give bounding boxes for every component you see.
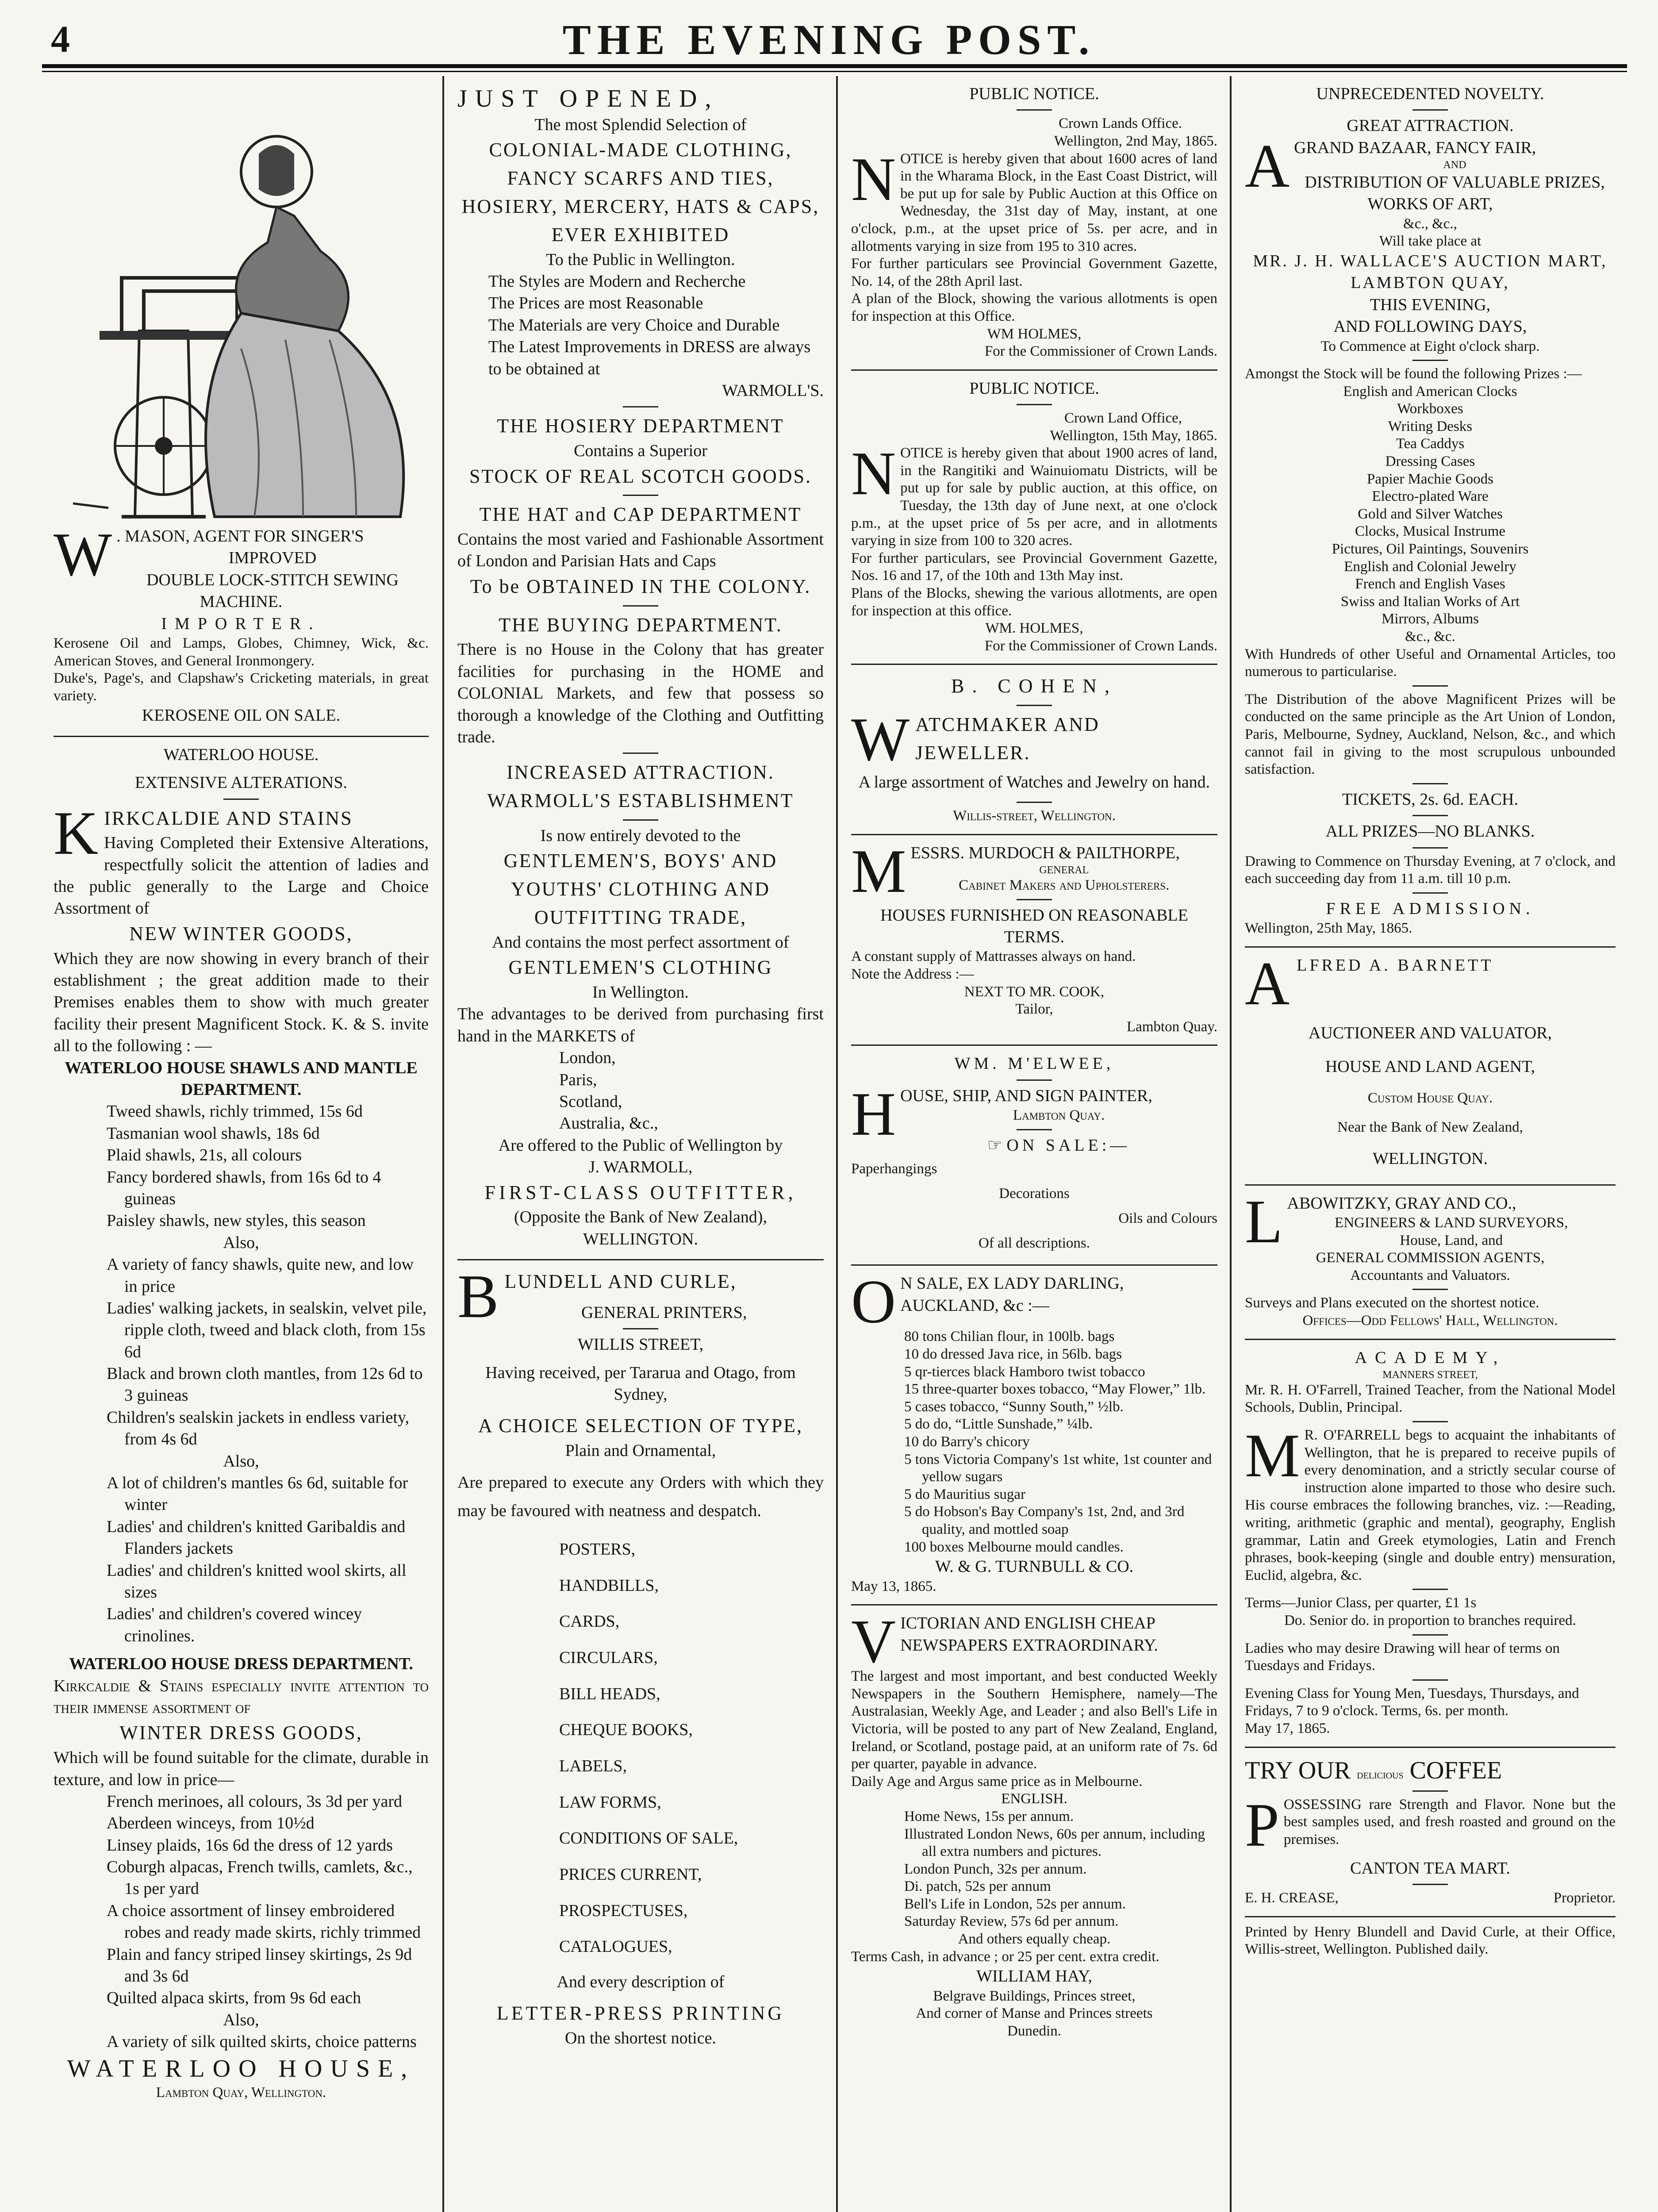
drop-cap: W (851, 705, 911, 774)
list-item: CARDS, (559, 1612, 620, 1631)
drop-cap: B (457, 1262, 500, 1331)
advert-heading: WATERLOO HOUSE. (163, 745, 319, 764)
list-item: Tweed shawls, richly trimmed, 15s 6d (107, 1102, 363, 1121)
list-item: Linsey plaids, 16s 6d the dress of 12 yards (107, 1836, 393, 1855)
list-item: Fancy bordered shawls, from 16s 6d to 4 guineas (107, 1167, 381, 1208)
singer-advert: W . MASON, AGENT FOR SINGER'S IMPROVED DOUBLE LOCK-STITCH SEWING MACHINE. IMPORTER. Kerosene Oil and Lamps, Globes, Chimney, Wick, &c. American Stoves, and General Ironmongery. Duke's, Page's, and Clapshaw's Cricketing materials, in great variety. KEROSENE OIL ON SALE. (54, 76, 429, 737)
column-divider (836, 76, 838, 2212)
list-item: HANDBILLS, (559, 1576, 659, 1595)
list-item: PROSPECTUSES, (559, 1901, 688, 1920)
list-item: CHEQUE BOOKS, (559, 1720, 693, 1740)
drop-cap: A (1245, 131, 1290, 200)
drop-cap: W (54, 520, 112, 589)
list-item: 5 cases tobacco, “Sunny South,” ½lb. (904, 1398, 1124, 1415)
list-item: 10 do Barry's chicory (904, 1434, 1030, 1450)
list-item: Saturday Review, 57s 6d per annum. (904, 1913, 1119, 1930)
list-item: Paperhangings (851, 1161, 937, 1177)
list-item: Also, (223, 1233, 259, 1252)
list-item: LAW FORMS, (559, 1793, 661, 1812)
column-divider (1230, 76, 1232, 2212)
list-item: Swiss and Italian Works of Art (1340, 593, 1520, 610)
masthead (0, 0, 1658, 66)
masthead-rule-thin (42, 71, 1627, 72)
warmoll-advert: JUST OPENED, The most Splendid Selection of COLONIAL-MADE CLOTHING, FANCY SCARFS AND TIES, HOSIERY, MERCERY, HATS & CAPS, EVER EXHIBITED To the Public in Wellington. The Styles are Modern and Recherche The Prices are most Reasonable The Materials are very Choice and Durable The Latest Improvements in DRESS are always to be obtained at WARMOLL'S. THE HOSIERY DEPARTMENT Contains a Superior STOCK OF REAL SCOTCH GOODS. THE HAT and CAP DEPARTMENT Contains the most varied and Fashionable Assortment of London and Parisian Hats and Caps To be OBTAINED IN THE COLONY. THE BUYING DEPARTMENT. There is no House in the Colony that has greater facilities for purchasing in the HOME and COLONIAL Markets, and few that possess so thorough a knowledge of the Clothing and Outfitting trade. INCREASED ATTRACTION. WARMOLL'S ESTABLISHMENT Is now entirely devoted to the GENTLEMEN'S, BOYS' AND YOUTHS' CLOTHING AND OUTFITTING TRADE, And contains the most perfect assortment of GENTLEMEN'S CLOTHING In Wellington. The advantages to be derived from purchasing first hand in the MARKETS of London, Paris, Scotland, Australia, &c., Are offered to the Public of Wellington by J. WARMOLL, FIRST-CLASS OUTFITTER, (Opposite the Bank of New Zealand), WELLINGTON. (457, 76, 824, 1260)
drop-cap: O (851, 1267, 896, 1336)
list-item: 100 boxes Melbourne mould candles. (904, 1539, 1124, 1555)
list-item: Plaid shawls, 21s, all colours (107, 1146, 302, 1165)
newspaper-title: THE EVENING POST. (562, 16, 1096, 63)
list-item: Black and brown cloth mantles, from 12s 6d to 3 guineas (107, 1364, 423, 1405)
list-item: 5 do Hobson's Bay Company's 1st, 2nd, and 3rd quality, and mottled soap (904, 1504, 1185, 1537)
list-item: Tasmanian wool shawls, 18s 6d (107, 1124, 320, 1143)
list-item: Ladies' and children's knitted Garibaldis and Flanders jackets (107, 1517, 406, 1558)
list-item: Workboxes (1397, 401, 1463, 417)
list-item: Quilted alpaca skirts, from 9s 6d each (107, 1989, 361, 2008)
list-item: A variety of fancy shawls, quite new, and low in price (107, 1255, 414, 1296)
list-item: Ladies' and children's covered wincey crinolines. (107, 1605, 362, 1645)
cargo-list (851, 1328, 1217, 1556)
drop-cap: L (1245, 1187, 1283, 1256)
list-item: Bell's Life in London, 52s per annum. (904, 1896, 1126, 1912)
list-item: Oils and Colours (1118, 1210, 1217, 1227)
list-item: 15 three-quarter boxes tobacco, “May Flower,” 1lb. (904, 1381, 1206, 1398)
list-item: Clocks, Musical Instrume (1355, 523, 1506, 540)
list-item: CONDITIONS OF SALE, (559, 1829, 738, 1848)
list-item: French and English Vases (1355, 576, 1505, 592)
list-item: Dressing Cases (1385, 453, 1475, 470)
list-item: London Punch, 32s per annum. (904, 1861, 1087, 1877)
public-notice-2: PUBLIC NOTICE. Crown Land Office, Wellington, 15th May, 1865. NOTICE is hereby given that about 1900 acres of land, in the Rangitiki and Wainuiomatu Districts, will be put up for sale by public auction, at this office, on Tuesday, the 13th day of June next, at one o'clock p.m., at the upset price of 5s per acre, and in allotments varying in size from 100 to 320 acres. For further particulars, see Provincial Government Gazette, Nos. 16 and 17, of the 10th and 13th May inst. Plans of the Blocks, shewing the various allotments, are open for inspection at this office. WM. HOLMES, For the Commissioner of Crown Lands. (851, 371, 1217, 665)
list-item: Aberdeen winceys, from 10½d (107, 1814, 315, 1833)
list-item: 5 do do, “Little Sunshade,” ¼lb. (904, 1416, 1093, 1432)
list-item: Papier Machie Goods (1367, 471, 1493, 487)
list-item: Paris, (559, 1070, 597, 1089)
list-item: London, (559, 1048, 616, 1068)
column-4 (1233, 76, 1627, 2212)
advert-heading: ACADEMY, (1355, 1348, 1506, 1367)
printing-services-list (457, 1525, 824, 1971)
list-item: Scotland, (559, 1092, 622, 1111)
list-item: PRICES CURRENT, (559, 1865, 702, 1884)
list-item: &c., &c. (1405, 629, 1455, 645)
newspaper-list (851, 1808, 1217, 1948)
drop-cap: N (851, 145, 896, 214)
drop-cap: K (54, 799, 100, 868)
list-item: Also, (223, 2010, 259, 2029)
drop-cap: M (851, 837, 906, 906)
list-item: A choice assortment of linsey embroidered robes and ready made skirts, richly trimmed (107, 1901, 421, 1942)
list-item: Of all descriptions. (978, 1235, 1090, 1252)
column-1 (42, 76, 440, 2212)
barnett-advert: ALFRED A. BARNETT AUCTIONEER AND VALUATOR, HOUSE AND LAND AGENT, Custom House Quay. Near the Bank of New Zealand, WELLINGTON. (1245, 948, 1616, 1186)
list-item: 5 qr-tierces black Hamboro twist tobacco (904, 1363, 1145, 1380)
drop-cap: H (851, 1079, 896, 1148)
list-item: Mirrors, Albums (1381, 611, 1479, 627)
list-item: 10 do dressed Java rice, in 56lb. bags (904, 1346, 1122, 1363)
list-item: 5 tons Victoria Company's 1st white, 1st counter and yellow sugars (904, 1451, 1212, 1485)
list-item: Ladies' and children's knitted wool skirts, all sizes (107, 1561, 407, 1601)
list-item: CIRCULARS, (559, 1648, 658, 1667)
list-item: And others equally cheap. (958, 1931, 1111, 1947)
academy-advert: ACADEMY, MANNERS STREET, Mr. R. H. O'Farrell, Trained Teacher, from the National Model Schools, Dublin, Principal. M R. O'FARRELL begs to acquaint the inhabitants of Wellington, that he is prepared to receive pupils of every denomination, and a strictly secular course of instruction alone imparted to those who desire such. His course embraces the following branches, viz. :—Reading, writing, arithmetic (graphic and mental), geography, English grammar, Latin and Greek etymologies, Latin and French phrases, book-keeping (single and double entry) mensuration, Euclid, algebra, &c. Terms—Junior Class, per quarter, £1 1s Do. Senior do. in proportion to branches required. Ladies who may desire Drawing will hear of terms on Tuesdays and Fridays. Evening Class for Young Men, Tuesdays, Thursdays, and Fridays, 7 to 9 o'clock. Terms, 6s. per month. May 17, 1865. (1245, 1340, 1616, 1748)
list-item: BILL HEADS, (559, 1684, 660, 1703)
murdoch-pailthorpe-advert: MESSRS. MURDOCH & PAILTHORPE, GENERAL Cabinet Makers and Upholsterers. HOUSES FURNISHED ON REASONABLE TERMS. A constant supply of Mattrasses always on hand. Note the Address :— NEXT TO MR. COOK, Tailor, Lambton Quay. (851, 835, 1217, 1046)
drop-cap: V (851, 1607, 896, 1676)
advert-heading: PUBLIC NOTICE. (969, 379, 1099, 398)
column-divider (442, 76, 444, 2212)
page-number: 4 (51, 18, 70, 60)
list-item: Tea Caddys (1396, 436, 1465, 452)
list-item: CATALOGUES, (559, 1937, 672, 1956)
william-hay-advert: VICTORIAN AND ENGLISH CHEAP NEWSPAPERS EXTRAORDINARY. The largest and most important, and best conducted Weekly Newspapers in the Southern Hemisphere, namely—The Australasian, Weekly Age, and Leader ; and also Bell's Life in Victoria, will be posted to any part of New Zealand, England, Ireland, or Scotland, postage paid, at an uniform rate of 7s. 6d per quarter, payable in advance. Daily Age and Argus same price as in Melbourne. ENGLISH. Home News, 15s per annum. Illustrated London News, 60s per annum, including all extra numbers and pictures. London Punch, 32s per annum. Di. patch, 52s per annum Bell's Life in London, 52s per annum. Saturday Review, 57s 6d per annum. And others equally cheap. Terms Cash, in advance ; or 25 per cent. extra credit. WILLIAM HAY, Belgrave Buildings, Princes street, And corner of Manse and Princes streets Dunedin. (851, 1607, 1217, 2039)
list-item: Children's sealskin jackets in endless variety, from 4s 6d (107, 1408, 409, 1449)
prizes-list (1245, 383, 1616, 646)
list-item: English and American Clocks (1343, 383, 1517, 399)
turnbull-advert: O N SALE, EX LADY DARLING, AUCKLAND, &c :— 80 tons Chilian flour, in 100lb. bags 10 do dressed Java rice, in 56lb. bags 5 qr-tierces black Hamboro twist tobacco 15 three-quarter boxes tobacco, “May Flower,” 1lb. 5 cases tobacco, “Sunny South,” ½lb. 5 do do, “Little Sunshade,” ¼lb. 10 do Barry's chicory 5 tons Victoria Company's 1st white, 1st counter and yellow sugars 5 do Mauritius sugar 5 do Hobson's Bay Company's 1st, 2nd, and 3rd quality, and mottled soap 100 boxes Melbourne mould candles. W. & G. TURNBULL & CO. May 13, 1865. (851, 1266, 1217, 1605)
advert-heading: WM. M'ELWEE, (954, 1054, 1114, 1073)
mcelwee-advert: WM. M'ELWEE, HOUSE, SHIP, AND SIGN PAINTER, Lambton Quay. ☞ ON SALE:— Paperhangings Decorations Oils and Colours Of all descriptions. (851, 1046, 1217, 1266)
list-item: A lot of children's mantles 6s 6d, suitable for winter (107, 1474, 408, 1514)
advert-heading: UNPRECEDENTED NOVELTY. (1316, 84, 1544, 103)
canton-tea-mart-advert: TRY OUR delicious COFFEE POSSESSING rare Strength and Flavor. None but the best samples used, and fresh roasted and ground on the premises. CANTON TEA MART. E. H. CREASE, Proprietor. (1245, 1748, 1616, 1917)
public-notice-1: PUBLIC NOTICE. Crown Lands Office. Wellington, 2nd May, 1865. NOTICE is hereby given that about 1600 acres of land in the Wharama Block, in the East Coast District, will be put up for sale by Public Auction at this Office on Wednesday, the 31st day of May, instant, at one o'clock, p.m., at the upset price of 5s. per acre, and in allotments varying in size from 195 to 310 acres. For further particulars see Provincial Government Gazette, No. 14, of the 28th April last. A plan of the Block, showing the various allotments is open for inspection at this Office. WM HOLMES, For the Commissioner of Crown Lands. (851, 76, 1217, 371)
list-item: Writing Desks (1388, 418, 1473, 434)
list-item: POSTERS, (559, 1540, 636, 1559)
list-item: LABELS, (559, 1756, 627, 1775)
list-item: Coburgh alpacas, French twills, camlets, &c., 1s per yard (107, 1858, 413, 1898)
cohen-advert: B. COHEN, WATCHMAKER AND JEWELLER. A large assortment of Watches and Jewelry on hand. Willis-street, Wellington. (851, 665, 1217, 835)
advert-heading: PUBLIC NOTICE. (969, 84, 1099, 103)
blundell-curle-advert: BLUNDELL AND CURLE, GENERAL PRINTERS, WILLIS STREET, Having received, per Tararua and Otago, from Sydney, A CHOICE SELECTION OF TYPE, Plain and Ornamental, Are prepared to execute any Orders with which they may be favoured with neatness and despatch. POSTERS, HANDBILLS, CARDS, CIRCULARS, BILL HEADS, CHEQUE BOOKS, LABELS, LAW FORMS, CONDITIONS OF SALE, PRICES CURRENT, PROSPECTUSES, CATALOGUES, And every description of LETTER-PRESS PRINTING On the shortest notice. (457, 1262, 824, 2048)
list-item: Electro-plated Ware (1372, 488, 1489, 505)
drop-cap: P (1245, 1790, 1279, 1859)
list-item: Australia, &c., (559, 1114, 658, 1133)
dress-list (54, 1791, 429, 2053)
list-item: 80 tons Chilian flour, in 100lb. bags (904, 1329, 1115, 1345)
pointing-hand-icon: ☞ (987, 1136, 1002, 1155)
list-item: Plain and fancy striped linsey skirtings, 2s 9d and 3s 6d (107, 1945, 412, 1986)
drop-cap: A (1245, 949, 1293, 1018)
labowitzky-advert: LABOWITZKY, GRAY AND CO., ENGINEERS & LAND SURVEYORS, House, Land, and GENERAL COMMISSION AGENTS, Accountants and Valuators. Surveys and Plans executed on the shortest notice. Offices—Odd Fellows' Hall, Wellington. (1245, 1186, 1616, 1340)
list-item: Pictures, Oil Paintings, Souvenirs (1332, 541, 1529, 557)
divider (223, 799, 259, 800)
list-item: Decorations (999, 1186, 1070, 1202)
advert-heading: B. COHEN, (951, 675, 1117, 697)
drop-cap: M (1245, 1421, 1300, 1490)
list-item: A variety of silk quilted skirts, choice patterns (107, 2032, 417, 2051)
column-2 (446, 76, 835, 2212)
list-item: French merinoes, all colours, 3s 3d per yard (107, 1792, 402, 1811)
list-item: 5 do Mauritius sugar (904, 1486, 1026, 1502)
shawl-list (54, 1101, 429, 1647)
list-item: Illustrated London News, 60s per annum, including all extra numbers and pictures. (904, 1826, 1205, 1860)
printer-imprint: Printed by Henry Blundell and David Curle, at their Office, Willis-street, Wellington. Published daily. (1245, 1924, 1616, 1958)
grand-bazaar-advert: UNPRECEDENTED NOVELTY. GREAT ATTRACTION. AGRAND BAZAAR, FANCY FAIR, AND DISTRIBUTION OF VALUABLE PRIZES, WORKS OF ART, &c., &c., Will take place at MR. J. H. WALLACE'S AUCTION MART, LAMBTON QUAY, THIS EVENING, AND FOLLOWING DAYS, To Commence at Eight o'clock sharp. Amongst the Stock will be found the following Prizes :— English and American Clocks Workboxes Writing Desks Tea Caddys Dressing Cases Papier Machie Goods Electro-plated Ware Gold and Silver Watches Clocks, Musical Instrume Pictures, Oil Paintings, Souvenirs English and Colonial Jewelry French and English Vases Swiss and Italian Works of Art Mirrors, Albums &c., &c. With Hundreds of other Useful and Ornamental Articles, too numerous to particularise. The Distribution of the above Magnificent Prizes will be conducted on the same principle as the Art Union of London, Paris, Melbourne, Sydney, Auckland, Nelson, &c., and which cannot fail in giving to the most scrupulous unbounded satisfaction. TICKETS, 2s. 6d. EACH. ALL PRIZES—NO BLANKS. Drawing to Commence on Thursday Evening, at 7 o'clock, and each succeeding day from 11 a.m. till 10 p.m. FREE ADMISSION. Wellington, 25th May, 1865. (1245, 76, 1616, 948)
singer-heading: W . MASON, AGENT FOR SINGER'S (54, 520, 364, 589)
sewing-machine-illustration (55, 83, 427, 526)
advert-heading: JUST OPENED, (457, 85, 719, 112)
list-item: Gold and Silver Watches (1358, 506, 1503, 522)
markets-list (457, 1047, 824, 1135)
waterloo-house-advert: WATERLOO HOUSE. EXTENSIVE ALTERATIONS. KIRKCALDIE AND STAINS Having Completed their Extensive Alterations, respectfully solicit the attention of ladies and the public generally to the Large and Choice Assortment of NEW WINTER GOODS, Which they are now showing in every branch of their establishment ; the great addition made to their Premises enables them to show with much greater facility their present Magnificent Stock. K. & S. invite all to the following : — WATERLOO HOUSE SHAWLS AND MANTLE DEPARTMENT. Tweed shawls, richly trimmed, 15s 6d Tasmanian wool shawls, 18s 6d Plaid shawls, 21s, all colours Fancy bordered shawls, from 16s 6d to 4 guineas Paisley shawls, new styles, this season Also, A variety of fancy shawls, quite new, and low in price Ladies' walking jackets, in sealskin, velvet pile, ripple cloth, tweed and black cloth, from 15s 6d Black and brown cloth mantles, from 12s 6d to 3 guineas Children's sealskin jackets in endless variety, from 4s 6d Also, A lot of children's mantles 6s 6d, suitable for winter Ladies' and children's knitted Garibaldis and Flanders jackets Ladies' and children's knitted wool skirts, all sizes Ladies' and children's covered wincey crinolines. WATERLOO HOUSE DRESS DEPARTMENT. Kirkcaldie & Stains especially invite attention to their immense assortment of WINTER DRESS GOODS, Which will be found suitable for the climate, durable in texture, and low in price— French merinoes, all colours, 3s 3d per yard Aberdeen winceys, from 10½d Linsey plaids, 16s 6d the dress of 12 yards Coburgh alpacas, French twills, camlets, &c., 1s per yard A choice assortment of linsey embroidered robes and ready made skirts, richly trimmed Plain and fancy striped linsey skirtings, 2s 9d and 3s 6d Quilted alpaca skirts, from 9s 6d each Also, A variety of silk quilted skirts, choice patterns WATERLOO HOUSE, Lambton Quay, Wellington. (54, 737, 429, 2101)
list-item: Ladies' walking jackets, in sealskin, velvet pile, ripple cloth, tweed and black cloth, from 15s 6d (107, 1298, 427, 1361)
list-item: Di. patch, 52s per annum (904, 1878, 1051, 1895)
masthead-rule (42, 64, 1627, 68)
column-3 (840, 76, 1229, 2212)
list-item: Home News, 15s per annum. (904, 1808, 1074, 1824)
list-item: Paisley shawls, new styles, this season (107, 1211, 366, 1230)
drop-cap: N (851, 439, 896, 508)
list-item: Also, (223, 1452, 259, 1471)
list-item: English and Colonial Jewelry (1344, 558, 1516, 575)
